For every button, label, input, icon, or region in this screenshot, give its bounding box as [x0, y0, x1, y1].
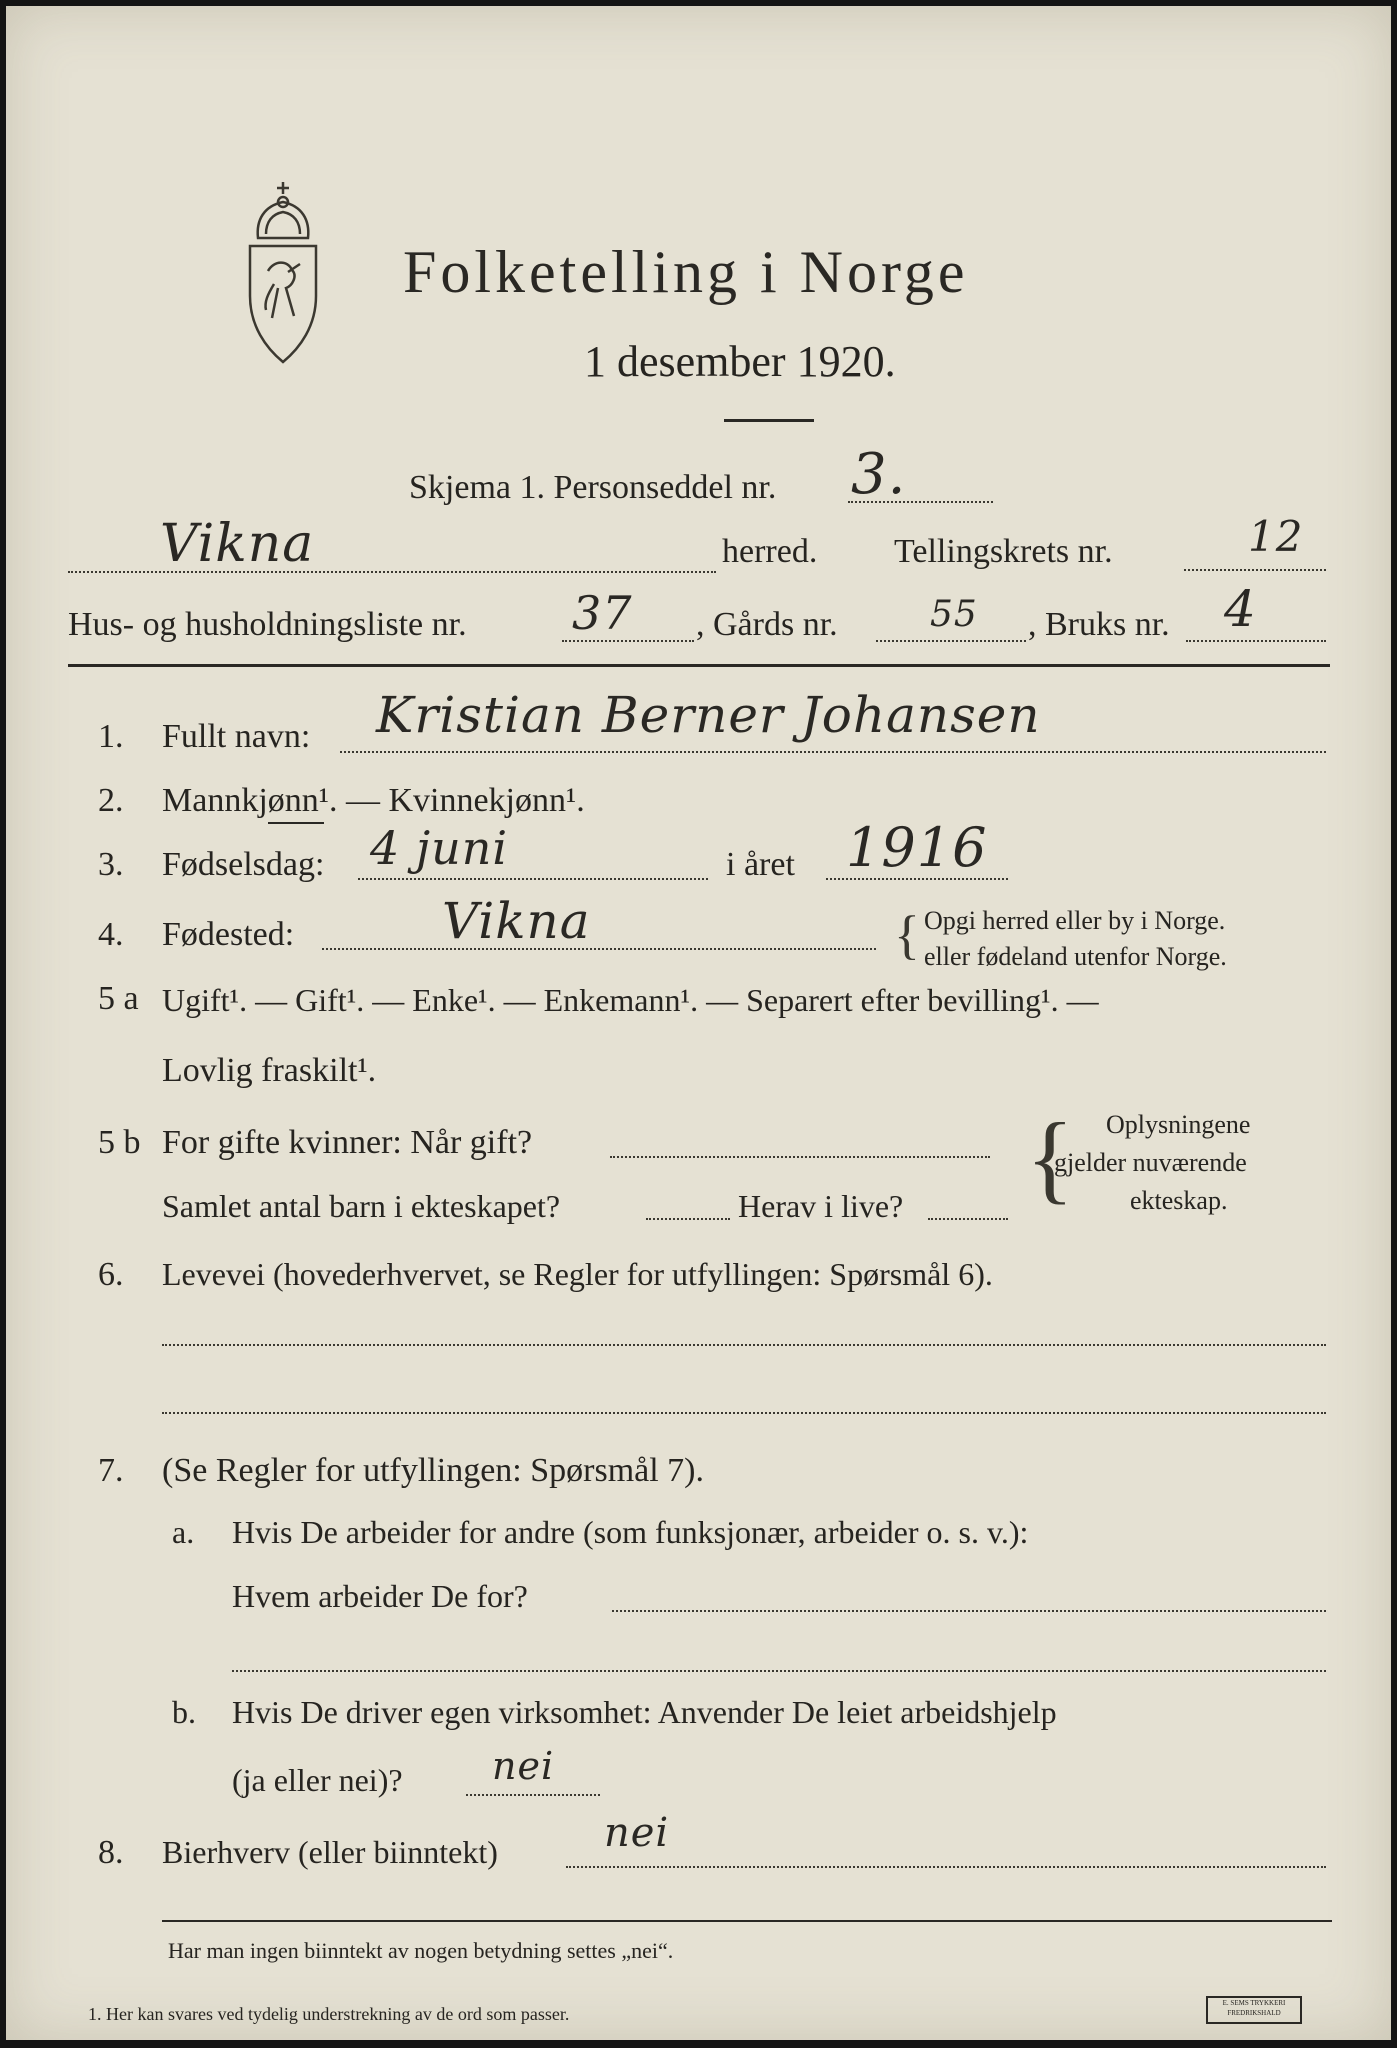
q1-field-line	[340, 751, 1326, 753]
marriage-note-1: Oplysningene	[1106, 1110, 1251, 1139]
q7b-line-1: Hvis De driver egen virksomhet: Anvender De leiet arbeidshjelp	[232, 1694, 1057, 1730]
printer-stamp-line-2: FREDRIKSHALD	[1227, 2009, 1281, 2017]
tellingskrets-value[interactable]: 12	[1248, 512, 1304, 561]
side-income-field-line	[566, 1866, 1326, 1868]
printer-stamp	[1206, 1996, 1302, 2024]
gards-label: , Gårds nr.	[696, 606, 838, 643]
q3-number: 3.	[98, 846, 124, 883]
year-label: i året	[726, 846, 795, 883]
occupation-field-line-2[interactable]	[162, 1412, 1326, 1414]
gards-field-line	[876, 640, 1026, 642]
marital-status-options[interactable]: Ugift¹. — Gift¹. — Enke¹. — Enkemann¹. — Separert efter bevilling¹. —	[162, 982, 1099, 1018]
q1-number: 1.	[98, 718, 124, 755]
footnote: 1. Her kan svares ved tydelig understrekning av de ord som passer.	[88, 2004, 570, 2024]
q7b-number: b.	[172, 1694, 196, 1730]
tellingskrets-field-line	[1184, 569, 1326, 571]
bruks-label: , Bruks nr.	[1028, 606, 1170, 643]
printer-stamp-line-1: E. SEMS TRYKKERI	[1222, 1999, 1286, 2007]
birthplace-note-2: eller fødeland utenfor Norge.	[924, 942, 1227, 971]
q7-label: (Se Regler for utfyllingen: Spørsmål 7).	[162, 1452, 705, 1489]
footer-divider	[162, 1920, 1332, 1922]
census-form-page	[6, 6, 1391, 2040]
q7a-line-2: Hvem arbeider De for?	[232, 1578, 528, 1614]
norway-coat-of-arms-icon	[228, 176, 338, 376]
occupation-field-line-1[interactable]	[162, 1344, 1326, 1346]
birthplace-note-1: Opgi herred eller by i Norge.	[924, 906, 1226, 935]
q4-number: 4.	[98, 916, 124, 953]
gards-value[interactable]: 55	[930, 594, 978, 635]
q7a-number: a.	[172, 1514, 195, 1550]
hired-help-field-line	[466, 1794, 600, 1796]
husliste-label: Hus- og husholdningsliste nr.	[68, 606, 467, 643]
birth-year-value[interactable]: 1916	[846, 816, 988, 879]
married-when-field-line	[610, 1156, 990, 1158]
husliste-value[interactable]: 37	[572, 586, 633, 640]
tellingskrets-label: Tellingskrets nr.	[894, 533, 1113, 570]
husliste-field-line	[562, 640, 694, 642]
herred-label: herred.	[722, 533, 818, 570]
children-field-line	[646, 1218, 730, 1220]
title-divider	[724, 419, 814, 422]
side-income-value[interactable]: nei	[604, 1810, 670, 1856]
bruks-value[interactable]: 4	[1224, 580, 1257, 638]
q5a-number: 5 a	[98, 980, 139, 1017]
marital-status-options-2[interactable]: Lovlig fraskilt¹.	[162, 1052, 377, 1089]
marriage-note-2: gjelder nuværende	[1054, 1148, 1247, 1177]
alive-field-line	[928, 1218, 1008, 1220]
q4-label: Fødested:	[162, 916, 295, 953]
q7-number: 7.	[98, 1452, 124, 1489]
q1-label: Fullt navn:	[162, 718, 311, 755]
q2-number: 2.	[98, 782, 124, 819]
q6-number: 6.	[98, 1256, 124, 1293]
schema-number-value[interactable]: 3.	[851, 442, 907, 507]
employer-field-line[interactable]	[612, 1610, 1326, 1612]
marriage-note-brace: {	[1026, 1102, 1074, 1213]
census-date: 1 desember 1920.	[584, 337, 896, 386]
gender-options[interactable]: Mannkjønn¹. — Kvinnekjønn¹.	[162, 782, 585, 819]
q6-label: Levevei (hovederhvervet, se Regler for utfyllingen: Spørsmål 6).	[162, 1256, 993, 1292]
bruks-field-line	[1186, 640, 1326, 642]
married-when-label: For gifte kvinner: Når gift?	[162, 1124, 533, 1161]
section-divider	[68, 664, 1330, 667]
q3-label: Fødselsdag:	[162, 846, 325, 883]
q8-label: Bierhverv (eller biinntekt)	[162, 1834, 498, 1870]
employer-field-line-2[interactable]	[232, 1670, 1326, 1672]
alive-label: Herav i live?	[738, 1188, 904, 1224]
birthplace-brace: {	[894, 905, 920, 965]
birthday-value[interactable]: 4 juni	[370, 821, 509, 875]
herred-field-line	[68, 571, 716, 573]
full-name-value[interactable]: Kristian Berner Johansen	[376, 686, 1041, 744]
q7a-line-1: Hvis De arbeider for andre (som funksjonær, arbeider o. s. v.):	[232, 1514, 1029, 1550]
marriage-note-3: ekteskap.	[1130, 1186, 1228, 1215]
q7b-line-2: (ja eller nei)?	[232, 1762, 403, 1798]
birthplace-value[interactable]: Vikna	[442, 892, 591, 950]
footer-note: Har man ingen biinntekt av nogen betydning settes „nei“.	[168, 1938, 674, 1963]
gender-underline-mark	[268, 822, 324, 824]
birthday-field-line	[358, 878, 708, 880]
children-label: Samlet antal barn i ekteskapet?	[162, 1188, 561, 1224]
form-title: Folketelling i Norge	[403, 239, 969, 305]
hired-help-value[interactable]: nei	[492, 1744, 555, 1788]
schema-label: Skjema 1. Personseddel nr.	[409, 469, 777, 506]
herred-value[interactable]: Vikna	[160, 514, 315, 574]
birthplace-field-line	[322, 948, 876, 950]
q5b-number: 5 b	[98, 1124, 141, 1161]
q8-number: 8.	[98, 1834, 124, 1871]
